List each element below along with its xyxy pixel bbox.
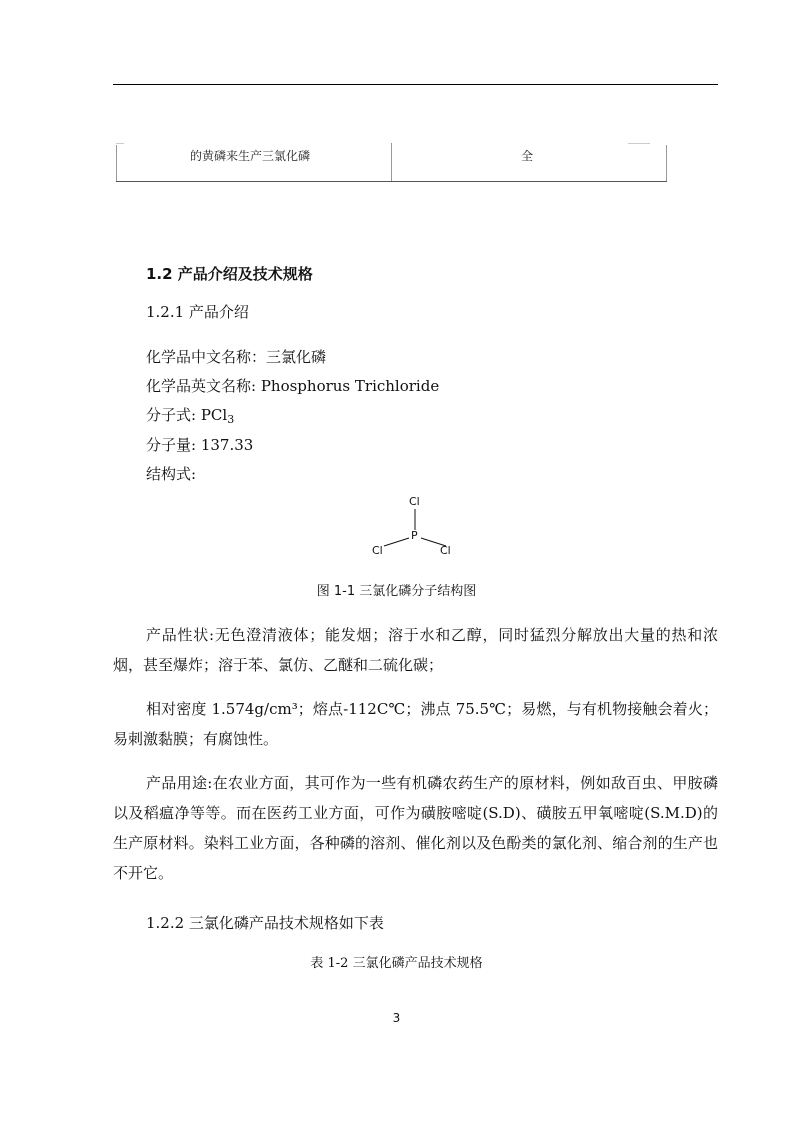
table-left-border	[116, 145, 117, 181]
atom-cl-right: Cl	[440, 544, 451, 557]
atom-cl-left: Cl	[372, 544, 383, 557]
figure-caption: 图 1-1 三氯化磷分子结构图	[316, 584, 477, 599]
paragraph-uses: 产品用途:在农业方面，其可作为一些有机磷农药生产的原材料，例如敌百虫、甲胺磷以及稻瘟净等等。而在医药工业方面，可作为磺胺嘧啶(S.D)、磺胺五甲氧嘧啶(S.M.D)的生产原材料。染料工业方面，各种磷的溶剂、催化剂以及色酚类的氯化剂、缩合剂的生产也不开它。	[113, 774, 718, 882]
english-name: 化学品英文名称: Phosphorus Trichloride	[146, 377, 440, 395]
formula-subscript: 3	[227, 413, 235, 426]
bond-left	[384, 538, 409, 546]
atom-p: P	[411, 529, 418, 542]
chinese-name: 化学品中文名称：三氯化磷	[146, 348, 327, 366]
molecular-mass: 分子量: 137.33	[146, 436, 254, 454]
table-cell: 的黄磷来生产三氯化磷	[190, 149, 311, 163]
page-number: 3	[392, 1011, 401, 1025]
subsection-heading: 1.2.1 产品介绍	[146, 303, 249, 321]
table-right-border	[666, 145, 667, 181]
table-column-divider	[391, 143, 392, 181]
table-cell: 全	[521, 149, 534, 163]
structure-label: 结构式:	[146, 465, 197, 483]
spec-heading: 1.2.2 三氯化磷产品技术规格如下表	[146, 914, 384, 932]
table-caption: 表 1-2 三氯化磷产品技术规格	[310, 956, 483, 971]
table-corner-mark	[628, 143, 650, 144]
header-rule	[113, 84, 718, 85]
formula-label: 分子式:	[146, 406, 201, 424]
molecular-formula	[146, 404, 234, 426]
section-heading: 1.2 产品介绍及技术规格	[146, 265, 313, 283]
molecular-structure-diagram	[368, 494, 468, 560]
table-corner-mark	[116, 143, 124, 144]
table-fragment	[116, 143, 667, 182]
paragraph-density: 相对密度 1.574g/cm³；熔点-112C℃；沸点 75.5℃；易燃，与有机物接触会着火；易刺激黏膜；有腐蚀性。	[113, 700, 718, 748]
formula-main: PCl	[200, 406, 228, 424]
atom-cl-top: Cl	[409, 495, 420, 508]
paragraph-properties: 产品性状:无色澄清液体；能发烟；溶于水和乙醇，同时猛烈分解放出大量的热和浓烟，甚至爆炸；溶于苯、氯仿、乙醚和二硫化碳；	[113, 626, 718, 674]
